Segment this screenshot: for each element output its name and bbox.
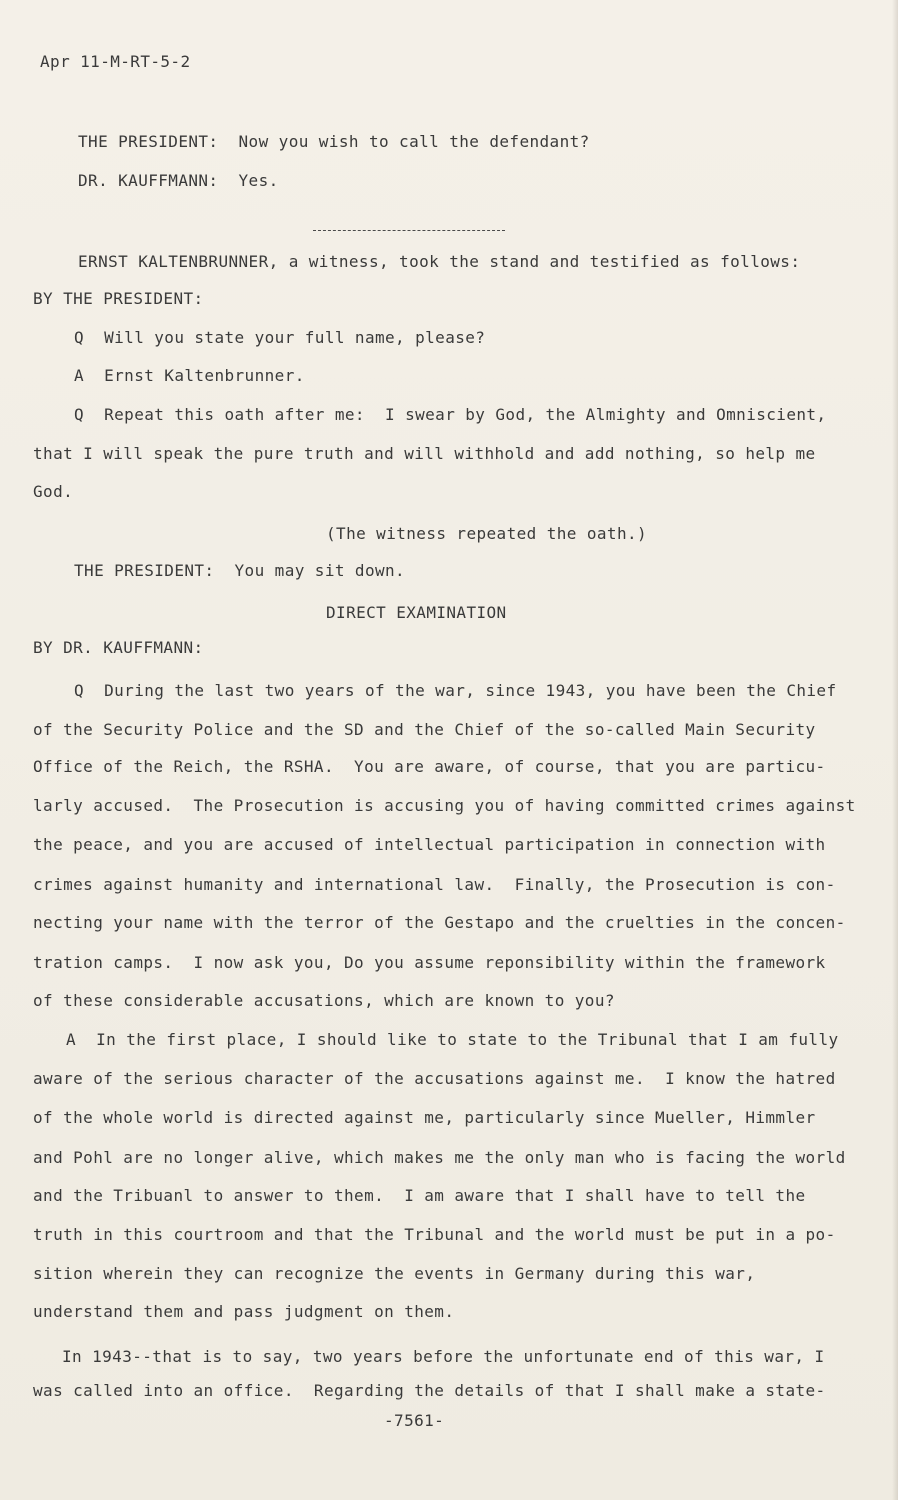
transcript-line: sition wherein they can recognize the events in Germany during this war, [33, 1264, 756, 1283]
transcript-line: was called into an office. Regarding the details of that I shall make a state- [33, 1381, 826, 1400]
transcript-line: DR. KAUFFMANN: Yes. [78, 171, 279, 190]
transcript-line: THE PRESIDENT: You may sit down. [74, 561, 406, 580]
transcript-line: ERNST KALTENBRUNNER, a witness, took the stand and testified as follows: [78, 252, 801, 271]
transcript-line: In 1943--that is to say, two years before the unfortunate end of this war, I [62, 1347, 825, 1366]
transcript-line: larly accused. The Prosecution is accusing you of having committed crimes against [33, 796, 856, 815]
transcript-line: understand them and pass judgment on them. [33, 1302, 455, 1321]
transcript-line: of the whole world is directed against me, particularly since Mueller, Himmler [33, 1108, 816, 1127]
section-heading: DIRECT EXAMINATION [326, 603, 507, 622]
transcript-line: BY THE PRESIDENT: [33, 289, 204, 308]
transcript-line: that I will speak the pure truth and will withhold and add nothing, so help me [33, 444, 816, 463]
transcript-line: the peace, and you are accused of intellectual participation in connection with [33, 835, 826, 854]
transcript-line: aware of the serious character of the accusations against me. I know the hatred [33, 1069, 836, 1088]
transcript-line: tration camps. I now ask you, Do you assume reponsibility within the framework [33, 953, 826, 972]
transcript-line: Q Repeat this oath after me: I swear by God, the Almighty and Omniscient, [74, 405, 827, 424]
transcript-line: and Pohl are no longer alive, which makes me the only man who is facing the world [33, 1148, 846, 1167]
transcript-line: of the Security Police and the SD and the Chief of the so-called Main Security [33, 720, 816, 739]
transcript-line: A In the first place, I should like to state to the Tribunal that I am fully [66, 1030, 839, 1049]
page-number: -7561- [384, 1411, 445, 1430]
section-divider [313, 230, 505, 231]
transcript-line: Q During the last two years of the war, since 1943, you have been the Chief [74, 681, 837, 700]
transcript-line: God. [33, 482, 74, 501]
transcript-line: BY DR. KAUFFMANN: [33, 638, 204, 657]
document-reference: Apr 11-M-RT-5-2 [40, 52, 191, 71]
transcript-line: of these considerable accusations, which are known to you? [33, 991, 615, 1010]
page-edge-shadow [892, 0, 898, 1500]
transcript-line: (The witness repeated the oath.) [326, 524, 648, 543]
transcript-line: A Ernst Kaltenbrunner. [74, 366, 305, 385]
transcript-line: Q Will you state your full name, please? [74, 328, 486, 347]
transcript-line: truth in this courtroom and that the Tribunal and the world must be put in a po- [33, 1225, 836, 1244]
transcript-line: necting your name with the terror of the Gestapo and the cruelties in the concen- [33, 913, 846, 932]
transcript-line: crimes against humanity and international law. Finally, the Prosecution is con- [33, 875, 836, 894]
transcript-line: THE PRESIDENT: Now you wish to call the defendant? [78, 132, 590, 151]
transcript-line: Office of the Reich, the RSHA. You are aware, of course, that you are particu- [33, 757, 826, 776]
transcript-line: and the Tribuanl to answer to them. I am aware that I shall have to tell the [33, 1186, 806, 1205]
